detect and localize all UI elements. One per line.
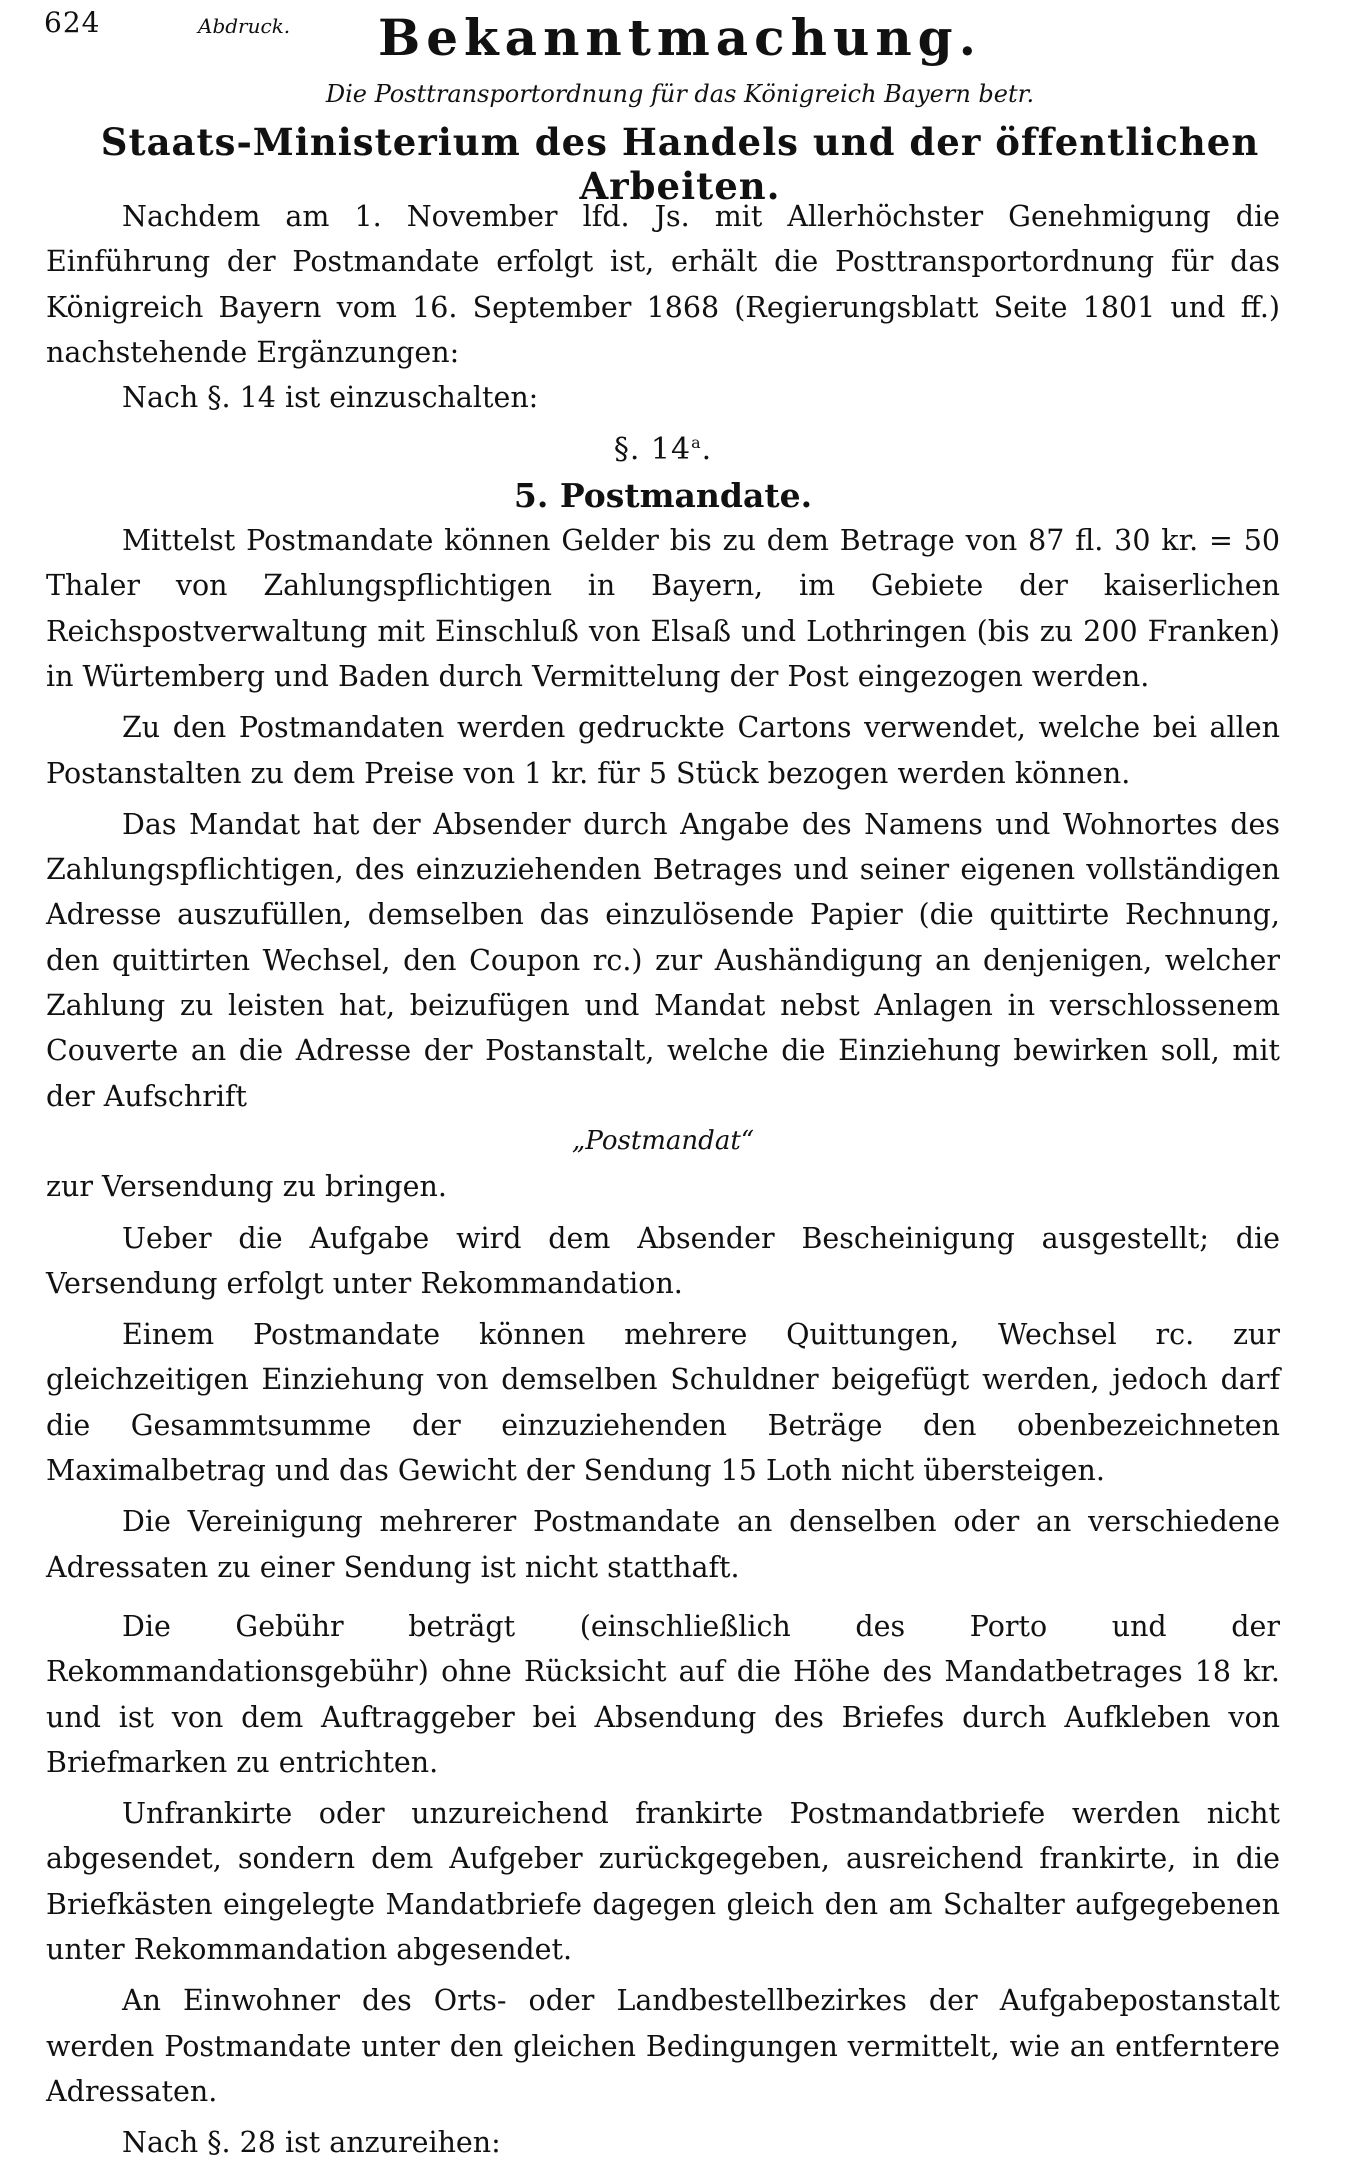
section-prefix: §. 14 [613, 432, 692, 468]
document-body [46, 194, 1280, 2165]
section-number [46, 420, 1280, 472]
paragraph-5: Einem Postmandate können mehrere Quittungen, Wechsel rc. zur gleichzeitigen Einziehung von demselben Schuldner beigefügt werden, jedoch darf die Gesammtsumme der einzuziehenden Beträge den obenbezeichneten Maximalbetrag und das Gewicht der Sendung 15 Loth nicht übersteigen. [46, 1318, 1280, 1488]
section-suffix: . [701, 432, 713, 468]
quote-postmandat: „Postmandat“ [571, 1125, 755, 1156]
paragraph-8: Unfrankirte oder unzureichend frankirte Postmandatbriefe werden nicht abgesendet, sondern dem Aufgeber zurückgegeben, ausreichend frankirte, in die Briefkästen eingelegte Mandatbriefe dagegen gleich den am Schalter aufgegebenen unter Rekommandation abgesendet. [46, 1797, 1280, 1966]
paragraph-9: An Einwohner des Orts- oder Landbestellbezirkes der Aufgabepostanstalt werden Postmandate unter den gleichen Bedingungen vermittelt, wie an entferntere Adressaten. [46, 1984, 1280, 2108]
paragraph-7: Die Gebühr beträgt (einschließlich des Porto und der Rekommandationsgebühr) ohne Rücksicht auf die Höhe des Mandatbetrages 18 kr. und ist von dem Auftraggeber bei Absendung des Briefes durch Aufkleben von Briefmarken zu entrichten. [46, 1609, 1280, 1779]
document-title: Bekanntmachung. [377, 8, 983, 67]
document-subtitle: Die Posttransportordnung für das Königreich Bayern betr. [325, 80, 1035, 108]
ministry-heading: Staats-Ministerium des Handels und der öffentlichen Arbeiten. [100, 120, 1260, 208]
paragraph-3-end: zur Versendung zu bringen. [46, 1170, 447, 1204]
section-heading: 5. Postmandate. [513, 475, 813, 515]
reprint-note: Abdruck. [198, 14, 291, 38]
paragraph-2: Zu den Postmandaten werden gedruckte Cartons verwendet, welche bei allen Postanstalten zu dem Preise von 1 kr. für 5 Stück bezogen werden können. [46, 711, 1280, 790]
section-sup: a [691, 433, 702, 453]
paragraph-6: Die Vereinigung mehrerer Postmandate an denselben oder an verschiedene Adressaten zu einer Sendung ist nicht statthaft. [46, 1505, 1280, 1584]
paragraph-4: Ueber die Aufgabe wird dem Absender Bescheinigung ausgestellt; die Versendung erfolgt unter Rekommandation. [46, 1221, 1280, 1300]
insert-instruction-14: Nach §. 14 ist einzuschalten: [122, 381, 539, 415]
page-number: 624 [44, 6, 101, 39]
paragraph-3: Das Mandat hat der Absender durch Angabe des Namens und Wohnortes des Zahlungspflichtigen, des einzuziehenden Betrages und seiner eigenen vollständigen Adresse auszufüllen, demselben das einzulösende Papier (die quittirte Rechnung, den quittirten Wechsel, den Coupon rc.) zur Aushändigung an denjenigen, welcher Zahlung zu leisten hat, beizufügen und Mandat nebst Anlagen in verschlossenem Couverte an die Adresse der Postanstalt, welche die Einziehung bewirken soll, mit der Aufschrift [46, 807, 1280, 1113]
paragraph-1: Mittelst Postmandate können Gelder bis zu dem Betrage von 87 fl. 30 kr. = 50 Thaler von Zahlungspflichtigen in Bayern, im Gebiete der kaiserlichen Reichspostverwaltung mit Einschluß von Elsaß und Lothringen (bis zu 200 Franken) in Würtemberg und Baden durch Vermittelung der Post eingezogen werden. [46, 524, 1280, 693]
intro-paragraph: Nachdem am 1. November lfd. Js. mit Allerhöchster Genehmigung die Einführung der Postmandate erfolgt ist, erhält die Posttransportordnung für das Königreich Bayern vom 16. September 1868 (Regierungsblatt Seite 1801 und ff.) nachstehende Ergänzungen: [46, 200, 1280, 369]
insert-instruction-28: Nach §. 28 ist anzureihen: [122, 2126, 501, 2160]
